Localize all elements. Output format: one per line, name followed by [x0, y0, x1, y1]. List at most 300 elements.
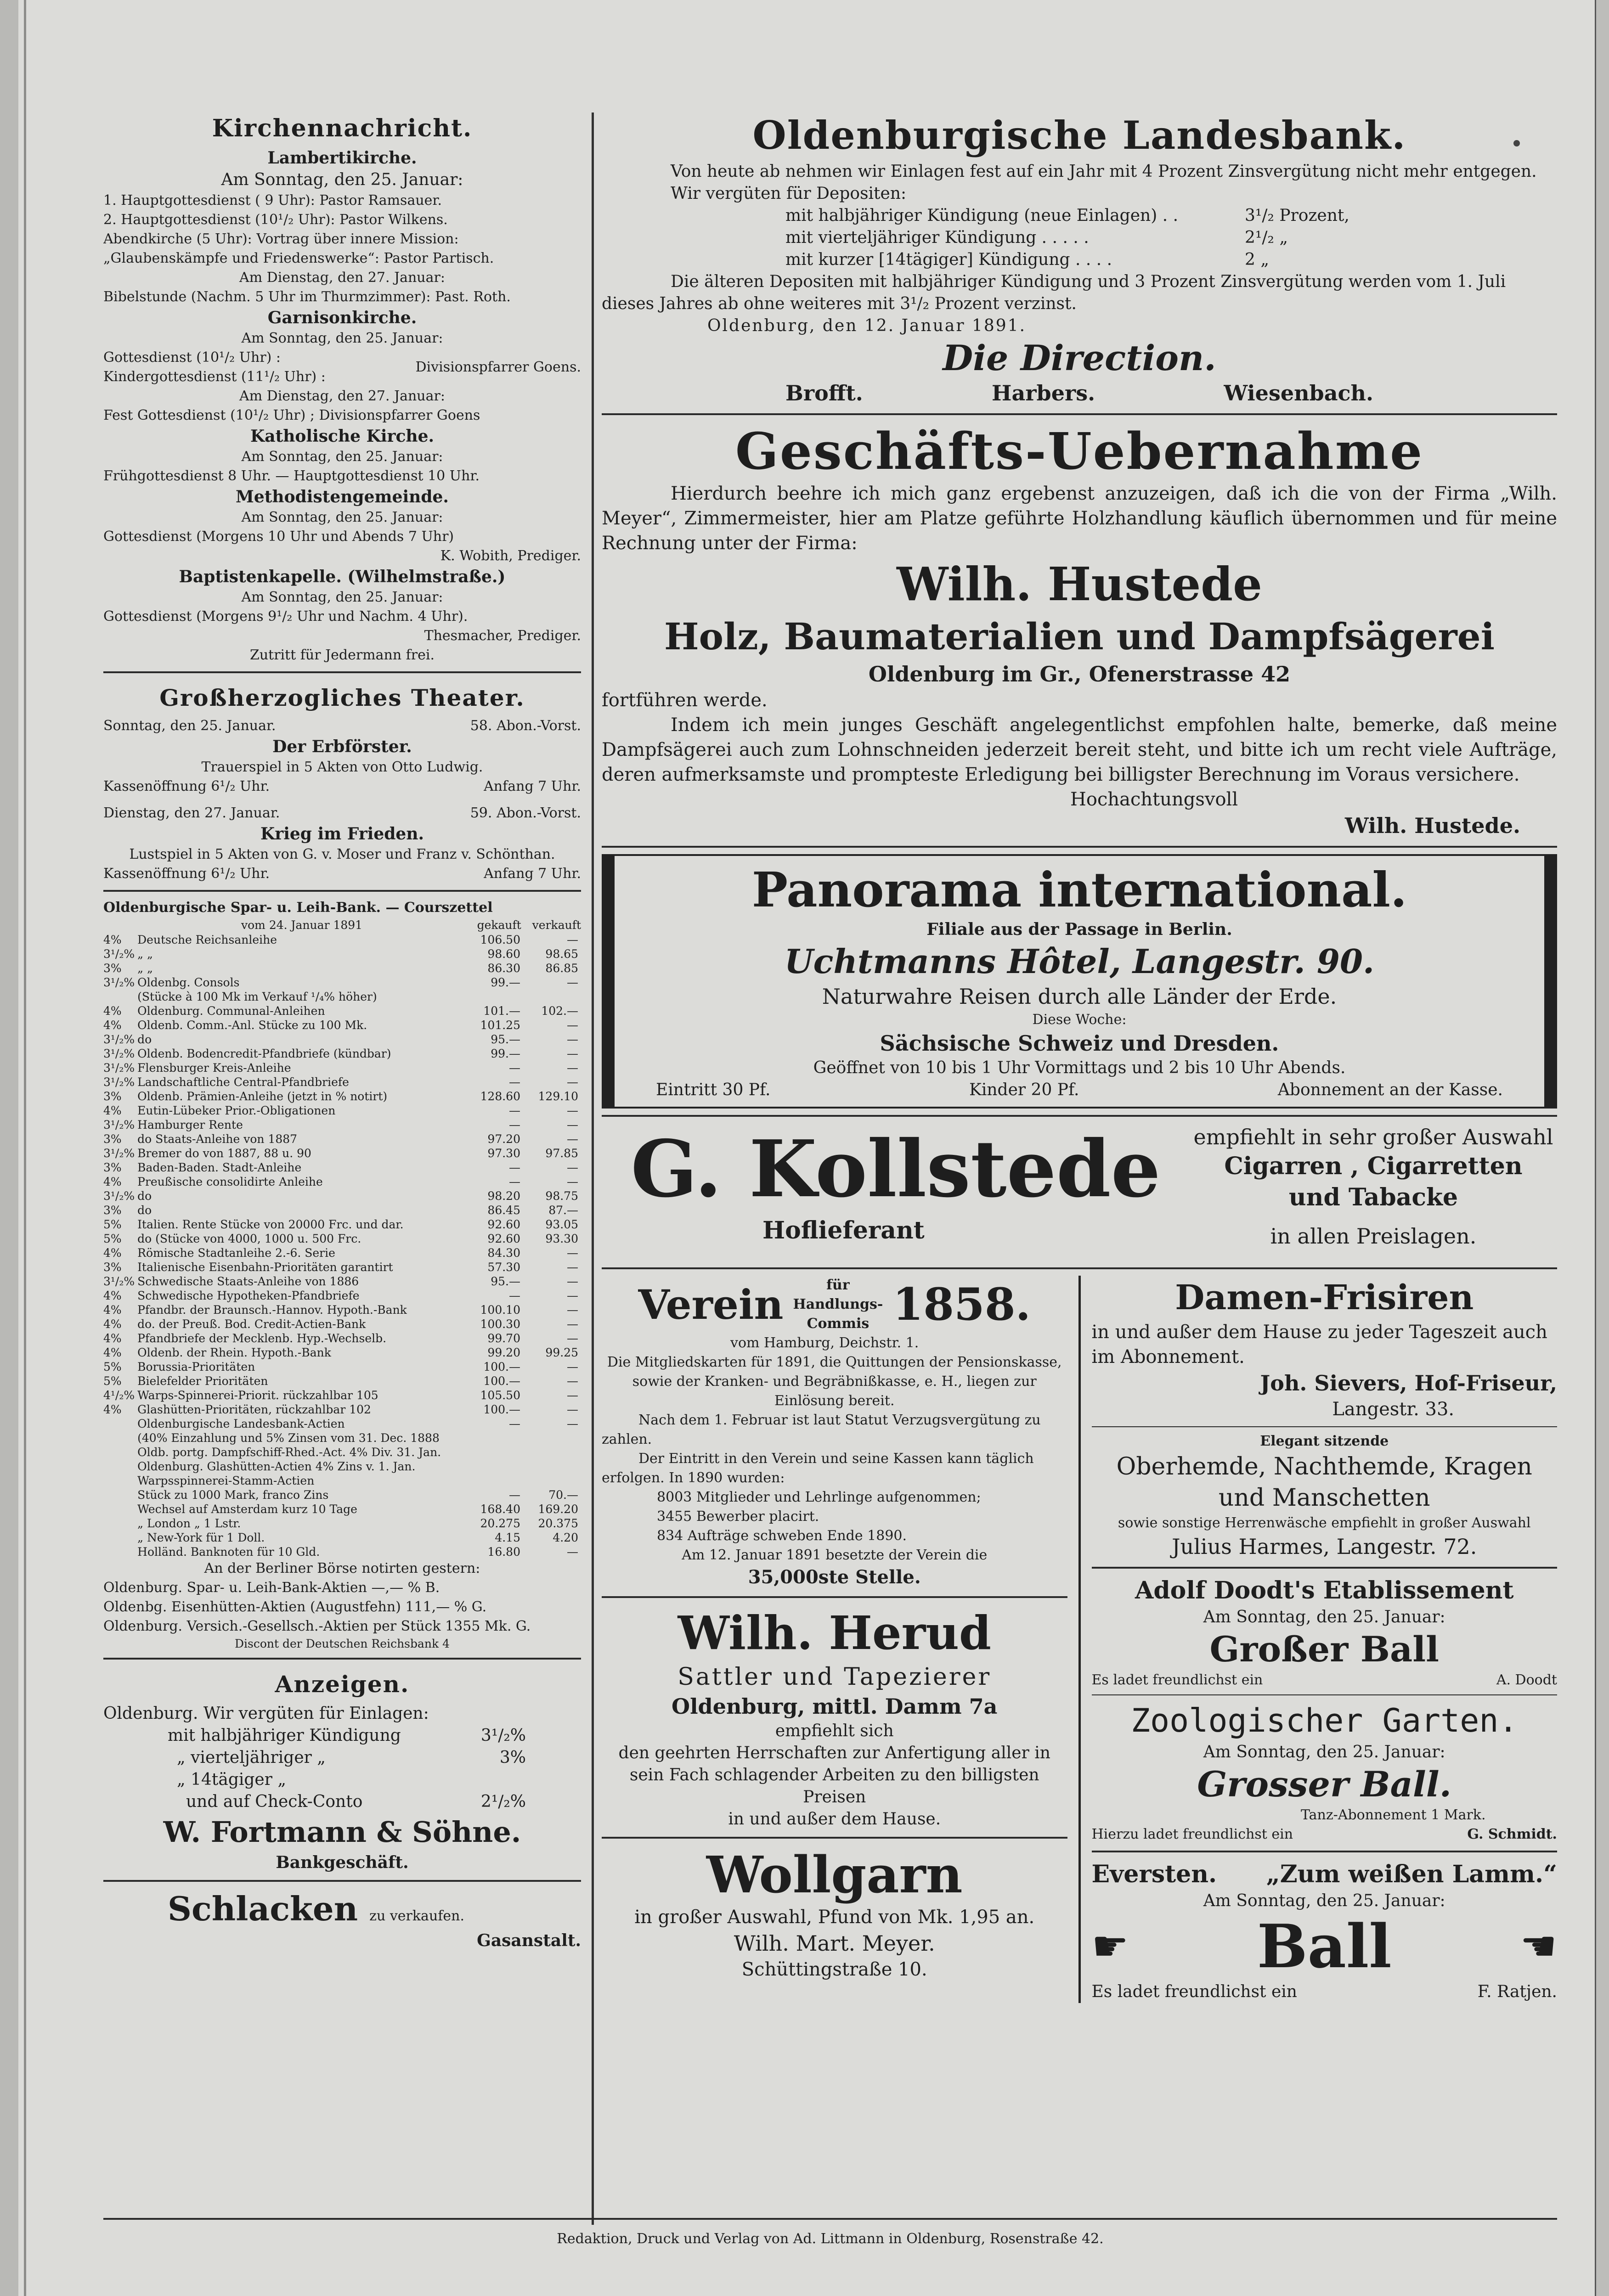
schlacken-title: Schlacken [168, 1889, 358, 1928]
rate-sold: — [567, 1019, 578, 1032]
damen-ad [1092, 1276, 1558, 1422]
rate-row [103, 1516, 581, 1531]
rate-percent: 4¹/₂% [103, 1389, 135, 1402]
rate-sold: — [567, 1061, 578, 1075]
rate-row [103, 1047, 581, 1061]
rate-bought: 105.50 [480, 1389, 520, 1402]
text-line: Anfang 7 Uhr. [484, 778, 581, 794]
rate-sold [523, 1474, 581, 1488]
doodt-title: Adolf Doodt's Etablissement [1135, 1576, 1514, 1604]
rate-row [103, 1431, 581, 1445]
text-line: 2 „ [1245, 250, 1269, 269]
rate-bought: 101.25 [480, 1019, 520, 1032]
rate-bought: 92.60 [487, 1232, 520, 1245]
text-row [602, 227, 1557, 249]
text-line: Elegant sitzende [1260, 1433, 1389, 1449]
divider [103, 890, 581, 892]
rate-percent [103, 990, 137, 1004]
text-line: Eversten. [1091, 1860, 1217, 1888]
text-line: K. Wobith, Prediger. [440, 548, 581, 564]
divider [602, 1115, 1557, 1117]
rate-percent: 3% [103, 1132, 122, 1146]
herud-ad [602, 1604, 1067, 1830]
doodt-ad [1092, 1575, 1558, 1690]
text-line: Indem ich mein junges Geschäft angelegentlichst empfohlen halte, bemerke, daß meine Dampfsägerei auch zum Lohnschneiden jederzeit bereit steht, und bitte ich um recht viele Aufträge, deren aufmerksamste und prompteste Erledigung bei billigster Berechnung im Voraus versichere. [602, 715, 1557, 785]
kollstede-name: G. Kollstede [631, 1123, 1161, 1215]
text-line: Julius Harmes, Langestr. 72. [1172, 1534, 1477, 1559]
rate-security: Italien. Rente Stücke von 20000 Frc. und dar. [137, 1218, 404, 1231]
rate-bought: 99.70 [487, 1332, 520, 1345]
rate-row [103, 1203, 581, 1217]
rate-row [103, 1417, 581, 1431]
rate-sold: — [567, 1047, 578, 1060]
right-column [602, 110, 1557, 2195]
rate-security: Oldenburg. Glashütten-Actien 4% Zins v. 1. Jan. [137, 1460, 416, 1473]
text-line: Wir vergüten für Depositen: [671, 184, 907, 203]
text-line: 58. Abon.-Vorst. [470, 718, 581, 734]
uebernahme-title: Geschäfts-Uebernahme [735, 422, 1424, 481]
text-line: Tanz-Abonnement 1 Mark. [1300, 1807, 1486, 1823]
theater-notice [103, 680, 581, 884]
rate-sold: — [567, 1175, 578, 1188]
zoo-title: Zoologischer Garten. [1130, 1702, 1518, 1739]
rate-bought: 95.— [491, 1033, 520, 1046]
rate-row [103, 1118, 581, 1132]
text-row [628, 1079, 1530, 1101]
rate-security: Oldenburg. Communal-Anleihen [137, 1004, 325, 1018]
rate-percent: 3¹/₂% [103, 1075, 135, 1089]
col-header: gekauft [477, 918, 521, 932]
text-line: Kassenöffnung 6¹/₂ Uhr. [103, 866, 270, 882]
rate-bought: — [509, 1061, 520, 1075]
text-line: fortführen werde. [602, 690, 768, 711]
rate-security: do. der Preuß. Bod. Credit-Actien-Bank [137, 1317, 366, 1331]
direction-signature: Die Direction. [943, 338, 1216, 378]
text-line: Oldenburg, mittl. Damm 7a [672, 1694, 998, 1719]
rate-security: Oldenb. der Rhein. Hypoth.-Bank [137, 1346, 331, 1359]
rate-sold: — [567, 976, 578, 989]
imprint-footer: Redaktion, Druck und Verlag von Ad. Littmann in Oldenburg, Rosenstraße 42. [103, 2218, 1557, 2248]
rate-security: Hamburger Rente [137, 1118, 243, 1131]
rate-security: Borussia-Prioritäten [137, 1360, 255, 1373]
text-line: Diese Woche: [1032, 1012, 1127, 1028]
rate-percent [103, 1459, 137, 1474]
verein-ad [602, 1276, 1067, 1590]
left-column [103, 110, 581, 2195]
rate-security: do [137, 1189, 152, 1203]
rate-row [103, 1004, 581, 1018]
rate-security: Flensburger Kreis-Anleihe [137, 1061, 291, 1075]
rate-sold: 93.05 [545, 1218, 578, 1231]
rate-sold: — [567, 1161, 578, 1174]
rate-percent [103, 1431, 137, 1445]
rate-bought: 4.15 [495, 1531, 520, 1544]
rate-sold: 86.85 [545, 962, 578, 975]
wollgarn-ad [602, 1845, 1067, 1982]
divider [1092, 1567, 1558, 1569]
rate-row [103, 1488, 581, 1502]
rate-security: Glashütten-Prioritäten, rückzahlbar 102 [137, 1403, 371, 1416]
text-line: Abonnement an der Kasse. [1277, 1080, 1503, 1099]
section-garnison: Garnisonkirche. [267, 308, 417, 327]
rate-row [103, 1303, 581, 1317]
text-line: „ vierteljähriger „ [177, 1748, 326, 1767]
rate-sold: — [567, 1374, 578, 1388]
rate-security: Pfandbriefe der Mecklenb. Hyp.-Wechselb. [137, 1332, 387, 1345]
text-row [1092, 1671, 1558, 1690]
text-line: An der Berliner Börse notirten gestern: [204, 1560, 480, 1576]
rate-percent: 4% [103, 1346, 122, 1359]
rate-sold: — [567, 1545, 578, 1559]
lamm-ad [1092, 1859, 1558, 2003]
anzeigen [103, 1666, 581, 1952]
text-row [103, 777, 581, 796]
text-line: Kassenöffnung 6¹/₂ Uhr. [103, 778, 270, 794]
kollstede-left [602, 1123, 1190, 1261]
text-line: Schüttingstraße 10. [741, 1959, 927, 1980]
rate-percent [103, 1516, 137, 1531]
rate-percent: 4% [103, 1246, 122, 1260]
rate-security: Römische Stadtanleihe 2.-6. Serie [137, 1246, 335, 1260]
rate-security: „ New-York für 1 Doll. [137, 1531, 265, 1544]
text-line: Es ladet freundlichst ein [1091, 1982, 1297, 2001]
text-line: Zutritt für Jedermann frei. [249, 647, 435, 663]
text-line: zu verkaufen. [369, 1908, 464, 1924]
rate-bought: 128.60 [480, 1090, 520, 1103]
text-line: Wilh. Mart. Meyer. [734, 1931, 935, 1956]
text-line: Am Sonntag, den 25. Januar: [1203, 1891, 1445, 1910]
rate-sold: 20.375 [538, 1517, 578, 1530]
rate-sold: — [567, 1118, 578, 1131]
text-line: 2¹/₂ „ [1245, 228, 1288, 247]
text-line: Sächsische Schweiz und Dresden. [880, 1031, 1279, 1056]
text-group [103, 348, 326, 387]
text-row [103, 1747, 581, 1769]
rate-security: „ „ [137, 947, 153, 961]
bank-rates [103, 898, 581, 1651]
rate-row [103, 1402, 581, 1417]
text-line: 59. Abon.-Vorst. [470, 805, 581, 821]
rate-bought: 101.— [483, 1004, 520, 1018]
rate-row [103, 1345, 581, 1360]
rate-bought: 106.50 [480, 933, 520, 946]
text-row [602, 249, 1557, 271]
rate-security: Holländ. Banknoten für 10 Gld. [137, 1545, 320, 1559]
rate-bought: 97.30 [487, 1147, 520, 1160]
rate-percent: 4% [103, 1019, 122, 1032]
divider [602, 846, 1557, 848]
rate-security: (Stücke à 100 Mk im Verkauf ¹/₄% höher) [137, 990, 377, 1003]
text-line: Hierzu ladet freundlichst ein [1091, 1826, 1293, 1842]
rate-row [103, 1531, 581, 1545]
rate-bought: — [509, 1118, 520, 1131]
text-line: Dienstag, den 27. Januar. [103, 805, 280, 821]
text-line: Oldenburg. Versich.-Gesellsch.-Aktien per Stück 1355 Mk. G. [103, 1618, 531, 1634]
rate-sold: 98.75 [545, 1189, 578, 1203]
rate-row [103, 975, 581, 990]
text-row [103, 1725, 581, 1747]
text-row [103, 804, 581, 823]
rate-percent: 5% [103, 1360, 122, 1373]
rate-percent: 3% [103, 1204, 122, 1217]
text-line: 8003 Mitglieder und Lehrlinge aufgenommen; [657, 1489, 981, 1505]
text-line: Harbers. [992, 381, 1095, 405]
rate-security: Landschaftliche Central-Pfandbriefe [137, 1075, 349, 1089]
anzeigen-title: Anzeigen. [275, 1671, 410, 1698]
rate-bought: 86.30 [487, 962, 520, 975]
text-line: für Handlungs-Commis [793, 1277, 883, 1332]
rates-header [103, 917, 581, 933]
rate-security: Oldenburgische Landesbank-Actien [137, 1417, 345, 1430]
rate-bought: — [509, 1075, 520, 1089]
section-katholisch: Katholische Kirche. [250, 427, 435, 446]
rate-row [103, 1502, 581, 1516]
text-row [103, 1769, 581, 1791]
rate-sold: — [567, 1389, 578, 1402]
rate-percent: 3¹/₂% [103, 976, 135, 989]
divider [103, 671, 581, 673]
text-line: Oldenburg. Spar- u. Leih-Bank-Aktien —,— % B. [103, 1580, 440, 1596]
text-line: Bibelstunde (Nachm. 5 Uhr im Thurmzimmer): Past. Roth. [103, 289, 511, 305]
rate-row [103, 1459, 581, 1474]
text-line: mit kurzer [14tägiger] Kündigung . . . . [785, 250, 1112, 269]
rate-sold: 99.25 [545, 1346, 578, 1359]
rate-row [103, 1289, 581, 1303]
divider [1092, 1694, 1558, 1695]
section-baptist: Baptistenkapelle. (Wilhelmstraße.) [179, 567, 506, 586]
rate-sold: — [567, 1303, 578, 1317]
rate-sold: — [567, 1332, 578, 1345]
lamm-ball: Ball [1257, 1911, 1392, 1981]
text-line: Nach dem 1. Februar ist laut Statut Verzugsvergütung zu zahlen. [602, 1412, 1041, 1447]
text-line: Kindergottesdienst (11¹/₂ Uhr) : [103, 369, 326, 385]
column-divider [592, 113, 594, 2225]
rate-percent: 4% [103, 1289, 122, 1302]
rate-row [103, 1132, 581, 1146]
text-line: Oldenburg. Wir vergüten für Einlagen: [103, 1704, 429, 1723]
rate-percent: 5% [103, 1232, 122, 1245]
divider [103, 1658, 581, 1660]
text-line: Von heute ab nehmen wir Einlagen fest auf ein Jahr mit 4 Prozent Zinsvergütung nicht mehr entgegen. [671, 162, 1537, 181]
text-line: Anfang 7 Uhr. [484, 866, 581, 882]
rate-row [103, 1246, 581, 1260]
rate-percent: 4% [103, 933, 122, 946]
divider [602, 1267, 1557, 1269]
kollstede-right [1190, 1123, 1557, 1261]
text-row [103, 348, 581, 387]
rate-sold: 93.30 [545, 1232, 578, 1245]
text-line: in und außer dem Hause. [728, 1810, 941, 1829]
text-line: Hoflieferant [762, 1216, 925, 1244]
pointing-hand-right-icon: ☛ [1091, 1922, 1129, 1970]
rate-bought: 100.— [483, 1374, 520, 1388]
rate-sold: — [567, 1403, 578, 1416]
church-title: Kirchennachricht. [212, 114, 473, 142]
rate-security: Preußische consolidirte Anleihe [137, 1175, 323, 1188]
text-line: Gasanstalt. [477, 1931, 581, 1950]
doodt-ball: Großer Ball [1209, 1629, 1439, 1670]
text-line: den geehrten Herrschaften zur Anfertigung aller in sein Fach schlagender Arbeiten zu den billigsten Preisen [618, 1744, 1050, 1806]
rate-security: Oldenb. Bodencredit-Pfandbriefe (kündbar) [137, 1047, 391, 1060]
rate-percent: 3¹/₂% [103, 1189, 135, 1203]
rate-sold: 102.— [541, 1004, 578, 1018]
rate-percent: 3% [103, 1161, 122, 1174]
rate-percent: 4% [103, 1104, 122, 1117]
rate-sold: 97.85 [545, 1147, 578, 1160]
fortmann-firm: W. Fortmann & Söhne. [163, 1815, 521, 1849]
text-line: Sattler und Tapezierer [677, 1663, 992, 1691]
rate-row [103, 1175, 581, 1189]
panorama-title: Panorama international. [751, 861, 1407, 918]
rate-percent: 4% [103, 1403, 122, 1416]
text-line: Lustspiel in 5 Akten von G. v. Moser und Franz v. Schönthan. [129, 846, 555, 862]
rate-row [103, 1232, 581, 1246]
rate-bought: — [509, 1175, 520, 1188]
text-row [103, 864, 581, 884]
text-line: Oldenbg. Eisenhütten-Aktien (Augustfehn) 111,— % G. [103, 1599, 487, 1615]
text-line: Langestr. 33. [1332, 1399, 1455, 1420]
text-line: Am Sonntag, den 25. Januar: [241, 589, 443, 605]
rate-bought: 20.275 [480, 1517, 520, 1530]
section-methodist: Methodistengemeinde. [236, 487, 449, 506]
rate-percent: 5% [103, 1374, 122, 1388]
text-line: 35,000ste Stelle. [748, 1566, 921, 1588]
ball-row [1092, 1912, 1558, 1981]
rate-sold: — [567, 1246, 578, 1260]
rate-security: (40% Einzahlung und 5% Zinsen vom 31. Dec. 1888 [137, 1431, 440, 1445]
section-lamberti: Lambertikirche. [267, 148, 417, 168]
rate-percent: 3¹/₂% [103, 1275, 135, 1288]
rates-title: Oldenburgische Spar- u. Leih-Bank. — Courszettel [103, 900, 493, 916]
text-line: 3¹/₂% [480, 1726, 526, 1745]
lower-ads [602, 1276, 1557, 2003]
play-title: Der Erbförster. [272, 737, 412, 756]
zoo-ball: Grosser Ball. [1197, 1764, 1452, 1805]
rate-sold: — [567, 1317, 578, 1331]
left-margin-edge [0, 0, 18, 2296]
rates-table [103, 933, 581, 1559]
text-line: 3% [499, 1748, 526, 1767]
text-line: Oldenburg, den 12. Januar 1891. [707, 316, 1027, 335]
landesbank-ad [602, 110, 1557, 407]
rate-percent: 5% [103, 1218, 122, 1231]
text-line: 3455 Bewerber placirt. [657, 1508, 819, 1525]
rate-percent: 3¹/₂% [103, 1147, 135, 1160]
text-line: mit halbjähriger Kündigung [168, 1726, 401, 1745]
hustede-firm: Wilh. Hustede [897, 557, 1262, 611]
rate-sold: — [567, 1275, 578, 1288]
rate-row [103, 1445, 581, 1459]
text-line: Wilh. Hustede. [1344, 813, 1520, 838]
rate-percent: 4% [103, 1303, 122, 1317]
text-line: Sonntag, den 25. Januar. [103, 718, 276, 734]
rate-percent [103, 1531, 137, 1545]
rate-sold [523, 990, 581, 1004]
text-line: Wiesenbach. [1224, 381, 1373, 405]
text-line: Geöffnet von 10 bis 1 Uhr Vormittags und 2 bis 10 Uhr Abends. [813, 1058, 1346, 1077]
rate-row [103, 1260, 581, 1274]
text-line: in großer Auswahl, Pfund von Mk. 1,95 an. [634, 1907, 1035, 1928]
text-line: Brofft. [785, 381, 863, 405]
text-line: und auf Check-Conto [186, 1792, 363, 1811]
rate-row [103, 1160, 581, 1175]
rate-bought [465, 1445, 523, 1459]
rate-row [103, 1374, 581, 1388]
text-line: 834 Aufträge schweben Ende 1890. [657, 1528, 907, 1544]
rate-sold: — [567, 1289, 578, 1302]
rate-row [103, 1089, 581, 1103]
lower-right [1092, 1276, 1558, 2003]
uebernahme-ad [602, 422, 1557, 839]
rate-percent [103, 1445, 137, 1459]
text-line: Bankgeschäft. [276, 1853, 409, 1872]
text-line: A. Doodt [1496, 1672, 1557, 1688]
panorama-hotel: Uchtmanns Hôtel, Langestr. 90. [784, 942, 1375, 981]
verein-year: 1858. [892, 1278, 1031, 1330]
rate-percent: 3¹/₂% [103, 1033, 135, 1046]
rate-sold [523, 1445, 581, 1459]
rate-percent: 3% [103, 1090, 122, 1103]
rate-bought: 92.60 [487, 1218, 520, 1231]
rate-sold: — [567, 1075, 578, 1089]
damen-title: Damen-Frisiren [1175, 1278, 1474, 1317]
landesbank-title: Oldenburgische Landesbank. [752, 113, 1406, 158]
rate-bought [465, 990, 523, 1004]
rate-security: Baden-Baden. Stadt-Anleihe [137, 1161, 302, 1174]
rate-row [103, 1189, 581, 1203]
text-line: Am Sonntag, den 25. Januar: [221, 170, 463, 189]
rate-bought: 100.— [483, 1403, 520, 1416]
theater-title: Großherzogliches Theater. [159, 684, 525, 711]
text-line: Filiale aus der Passage in Berlin. [926, 920, 1232, 939]
rate-security: Oldenbg. Consols [137, 976, 240, 989]
text-line: vom Hamburg, Deichstr. 1. [730, 1335, 919, 1351]
rate-security: Oldenb. Prämien-Anleihe (jetzt in % notirt) [137, 1090, 388, 1103]
text-row [1092, 1825, 1558, 1844]
verein-title: Verein [638, 1281, 784, 1328]
rate-percent: 3¹/₂% [103, 1061, 135, 1075]
rate-row [103, 1317, 581, 1331]
divider [1092, 1426, 1558, 1427]
rate-row [103, 1360, 581, 1374]
rate-security: Pfandbr. der Braunsch.-Hannov. Hypoth.-Bank [137, 1303, 407, 1317]
rate-sold: 169.20 [538, 1503, 578, 1516]
rate-sold [523, 1431, 581, 1445]
text-line: Oberhemde, Nachthemde, Kragen [1116, 1453, 1532, 1480]
rate-security: do Staats-Anleihe von 1887 [137, 1132, 298, 1146]
rate-row [103, 1032, 581, 1047]
rate-bought: 100.— [483, 1360, 520, 1373]
text-line: und Manschetten [1218, 1484, 1430, 1512]
text-line: Am Dienstag, den 27. Januar: [239, 388, 445, 404]
text-line: Es ladet freundlichst ein [1091, 1672, 1263, 1688]
right-margin-edge [1596, 0, 1609, 2296]
text-line: Am Sonntag, den 25. Januar: [241, 509, 443, 525]
divider [602, 1837, 1067, 1839]
rate-row [103, 947, 581, 961]
rate-percent: 3¹/₂% [103, 1118, 135, 1131]
text-line: 2. Hauptgottesdienst (10¹/₂ Uhr): Pastor Wilkens. [103, 212, 448, 228]
text-line: Eintritt 30 Pf. [656, 1080, 771, 1099]
rate-row [103, 1018, 581, 1032]
text-line: Hochachtungsvoll [1070, 789, 1238, 810]
rate-bought [465, 1474, 523, 1488]
rate-percent [103, 1502, 137, 1516]
rate-bought [465, 1459, 523, 1474]
rate-bought: 168.40 [480, 1503, 520, 1516]
rate-row [103, 1217, 581, 1232]
text-line: Thesmacher, Prediger. [424, 628, 581, 644]
